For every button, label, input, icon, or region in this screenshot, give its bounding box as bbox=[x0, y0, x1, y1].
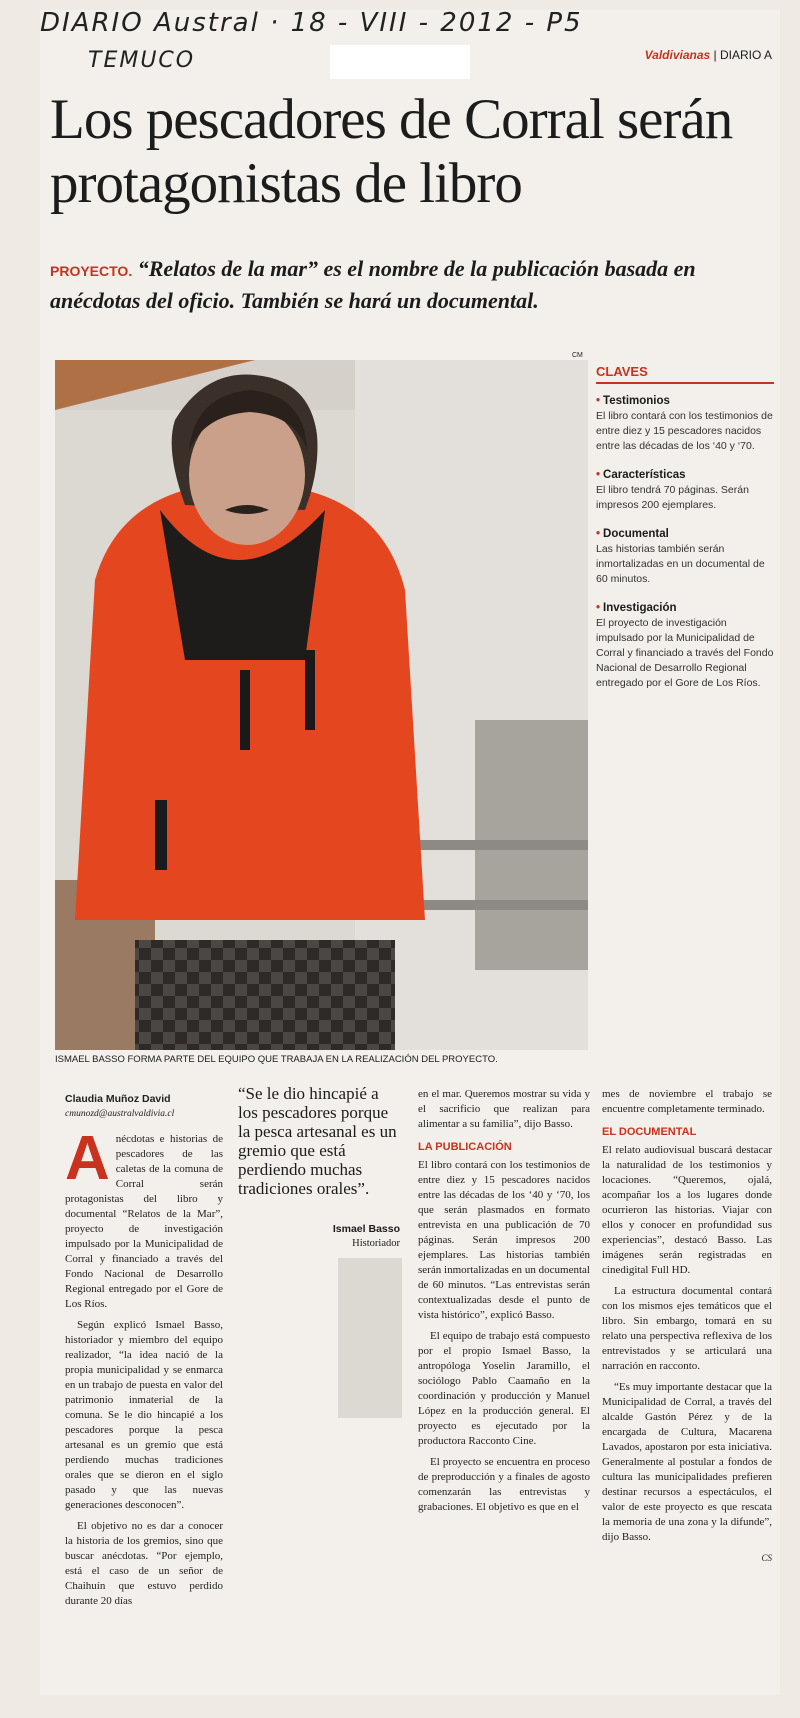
article-column-3 bbox=[418, 1087, 590, 1521]
claves-box bbox=[596, 364, 774, 705]
article-paragraph: Según explicó Ismael Basso, historiador y miembro del equipo realizador, “la idea nació de la propia municipalidad y se enmarca en un trabajo de puesta en valor del patrimonio inmaterial de la comuna. Se le dio hincapié a los pescadores porque la pesca artesanal es un gremio que está perdiendo muchas tradiciones orales que se dieron en el siglo pasado y que las nuevas generaciones desconocen”. bbox=[65, 1319, 223, 1511]
section-header bbox=[645, 48, 772, 62]
author-initials: CS bbox=[761, 1553, 772, 1563]
paragraph-text: nécdotas e historias de pescadores de las caletas de la comuna de Corral serán protagonistas del libro y documental “Relatos de la Mar”, proyecto de investigación impulsado por la Municipalidad de Corral y financiado a través del Fondo Nacional de Desarrollo Regional entregado por el Gore de Los Ríos. bbox=[65, 1133, 223, 1310]
article-paragraph: en el mar. Queremos mostrar su vida y el sacrificio que realizan para alimentar a su familia”, dijo Basso. bbox=[418, 1088, 590, 1130]
pull-quote: “Se le dio hincapié a los pescadores porque la pesca artesanal es un gremio que está perdiendo muchas tradiciones orales”. bbox=[238, 1084, 397, 1198]
clave-item bbox=[596, 527, 774, 587]
bleed-through-shadow bbox=[338, 1258, 402, 1418]
clave-body: El libro tendrá 70 páginas. Serán impresos 200 ejemplares. bbox=[596, 484, 749, 511]
handwritten-source-note: DIARIO Austral · 18 - VIII - 2012 - P5 bbox=[40, 8, 583, 38]
quote-attribution bbox=[300, 1222, 400, 1251]
photo-credit: CM bbox=[572, 352, 583, 359]
section-name: Valdivianas bbox=[644, 48, 711, 62]
clave-item bbox=[596, 468, 774, 513]
clave-title: • Documental bbox=[596, 527, 774, 542]
subheading-documental: EL DOCUMENTAL bbox=[602, 1126, 697, 1138]
signature bbox=[602, 1551, 772, 1566]
portrait-photo bbox=[55, 360, 588, 1050]
claves-title: CLAVES bbox=[596, 364, 774, 384]
clave-item bbox=[596, 601, 774, 691]
drop-cap: A bbox=[65, 1124, 110, 1193]
quote-name: Ismael Basso bbox=[332, 1223, 400, 1235]
article-paragraph: El objetivo no es dar a conocer la historia de los gremios, sino que buscar anécdotas. “Por ejemplo, está el caso de un señor de Chaihuín que estuvo perdido durante 20 días bbox=[65, 1520, 223, 1607]
author-email: cmunozd@australvaldivia.cl bbox=[65, 1109, 175, 1119]
clave-body: El libro contará con los testimonios de entre diez y 15 pescadores nacidos entre las décadas de los ‘40 y ‘70. bbox=[596, 410, 773, 452]
headline: Los pescadores de Corral serán protagonistas de libro bbox=[50, 88, 733, 215]
lead-paragraph bbox=[50, 254, 770, 315]
article-column-4 bbox=[602, 1087, 772, 1572]
article-paragraph: La estructura documental contará con los mismos ejes temáticos que el libro. Sin embargo, tomará en su relato una perspectiva reflexiva de los entrevistados y se articulará una narración en racconto. bbox=[602, 1285, 772, 1372]
article-paragraph: El equipo de trabajo está compuesto por el propio Ismael Basso, la antropóloga Yoselin Jaramillo, el sociólogo Pablo Caamaño en la coordinación y producción y Manuel López en la producción general. El proyecto es ejecutado por la productora Racconto Cine. bbox=[418, 1330, 590, 1447]
clave-body: Las historias también serán inmortalizadas en un documental de 60 minutos. bbox=[596, 543, 765, 585]
article-paragraph: El proyecto se encuentra en proceso de preproducción y a finales de agosto comenzarán las entrevistas y grabaciones. El objetivo es que en el bbox=[418, 1456, 590, 1513]
clave-title: • Investigación bbox=[596, 601, 774, 616]
author-byline: Claudia Muñoz David bbox=[65, 1093, 171, 1105]
clave-body: El proyecto de investigación impulsado por la Municipalidad de Corral y financiado a través del Fondo Nacional de Desarrollo Regional entregado por el Gore de Los Ríos. bbox=[596, 617, 774, 689]
photo-caption: ISMAEL BASSO FORMA PARTE DEL EQUIPO QUE TRABAJA EN LA REALIZACIÓN DEL PROYECTO. bbox=[55, 1054, 498, 1065]
photo-illustration bbox=[55, 360, 588, 1050]
handwritten-city-note: TEMUCO bbox=[88, 48, 196, 73]
article-column-1 bbox=[65, 1092, 223, 1615]
paper-name: | DIARIO A bbox=[713, 48, 772, 62]
article-paragraph: El libro contará con los testimonios de entre diez y 15 pescadores nacidos entre las décadas de los ‘40 y ‘70, los que serán plasmados en formato entrevista en una publicación de 70 páginas. Serán impresos 200 ejemplares. Las historias también serán inmortalizadas en un documental de 60 minutos. “Las entrevistas serán contextualizadas desde el punto de vista histórico”, explicó Basso. bbox=[418, 1159, 590, 1321]
clave-title: • Testimonios bbox=[596, 394, 774, 409]
article-paragraph: El relato audiovisual buscará destacar la naturalidad de los testimonios y locaciones. “Queremos, ojalá, acompañar los a los lugares donde ocurrieron las historias. Viajar con ellos y conocer en profundidad sus experiencias”, destacó Basso. Las imágenes serán registradas en cinedigital Full HD. bbox=[602, 1144, 772, 1276]
redaction-block bbox=[330, 45, 470, 79]
quote-role: Historiador bbox=[352, 1238, 400, 1249]
article-paragraph: mes de noviembre el trabajo se encuentre completamente terminado. bbox=[602, 1088, 772, 1115]
lead-tag: PROYECTO. bbox=[50, 263, 133, 279]
clave-item bbox=[596, 394, 774, 454]
article-paragraph bbox=[65, 1124, 223, 1312]
article-paragraph: “Es muy importante destacar que la Municipalidad de Corral, a través del alcalde Gastón Pérez y de la encargada de Cultura, Macarena Lavados, apostaron por esta iniciativa. Generalmente al postular a fondos de cultura las municipalidades prefieren destinar recursos a espectáculos, el valor de este proyecto es que rescata la memoria de una zona y la difunde”, dijo Basso. bbox=[602, 1381, 772, 1543]
clave-title: • Características bbox=[596, 468, 774, 483]
subheading-publicacion: LA PUBLICACIÓN bbox=[418, 1141, 512, 1153]
lead-text: “Relatos de la mar” es el nombre de la publicación basada en anécdotas del oficio. También se hará un documental. bbox=[50, 256, 696, 313]
